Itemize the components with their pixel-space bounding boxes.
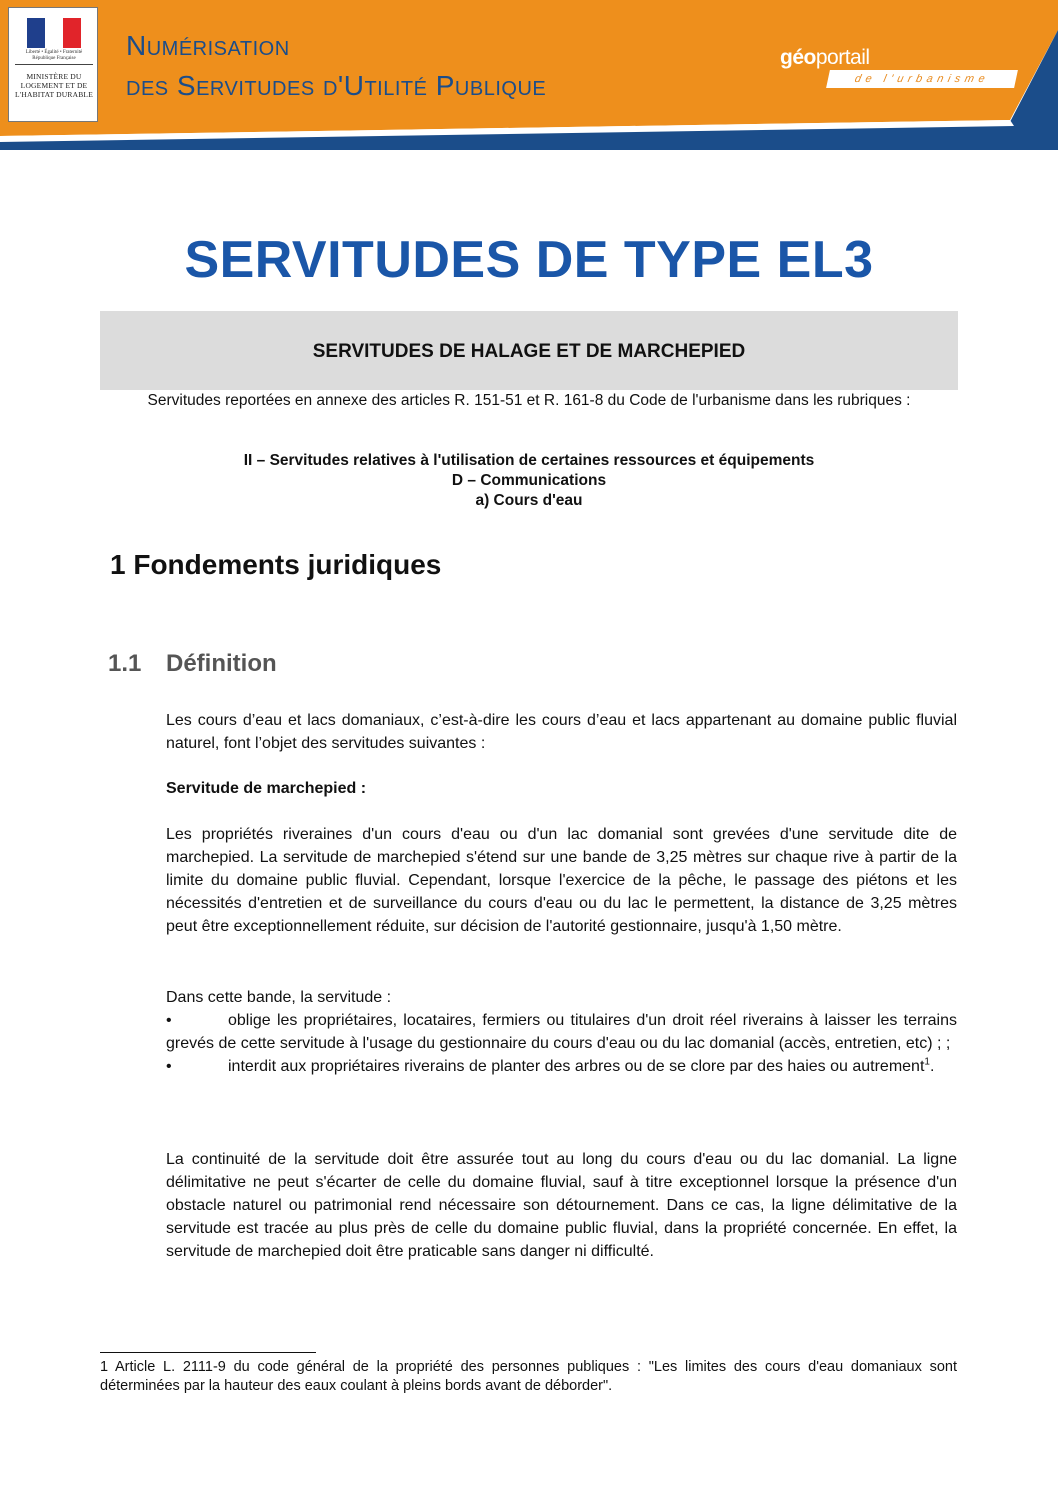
geoportail-subtitle: de l'urbanisme xyxy=(826,70,1018,88)
logo-divider xyxy=(15,64,93,65)
paragraph: Les cours d’eau et lacs domaniaux, c’est-à-dire les cours d’eau et lacs appartenant au domaine public fluvial naturel, font l’objet des servitudes suivantes : xyxy=(166,712,957,752)
list-item: • interdit aux propriétaires riverains de planter des arbres ou de se clore par des haies ou autrement$^1$. xyxy=(166,1056,935,1075)
republic-name: Liberté • Égalité • Fraternité République Française xyxy=(25,50,83,61)
subtitle-box xyxy=(100,311,958,390)
document-subtitle: SERVITUDES DE HALAGE ET DE MARCHEPIED xyxy=(312,341,746,362)
intro-text: Servitudes reportées en annexe des articles R. 151-51 et R. 161-8 du Code de l'urbanisme dans les rubriques : xyxy=(147,392,911,409)
list-intro: Dans cette bande, la servitude : xyxy=(166,989,392,1006)
ministry-name: MINISTÈRE DU LOGEMENT ET DE L'HABITAT DURABLE xyxy=(15,72,93,99)
paragraph: La continuité de la servitude doit être assurée tout au long du cours d'eau ou du lac domanial. La ligne délimitative ne peut s'écarter de celle du domaine fluvial, sauf à titre exceptionnel lorsque la présence d'un obstacle naturel ou patrimonial rend nécessaire son détournement. Dans ce cas, la ligne délimitative de la servitude est tracée au plus près de celle du domaine public fluvial, dans la propriété concernée. En effet, la servitude de marchepied doit être praticable sans danger ni difficulté. xyxy=(166,1151,957,1260)
rubrique-line: D – Communications xyxy=(451,472,607,489)
subsection-heading: 1.1 Définition xyxy=(108,650,277,677)
section-heading: 1 Fondements juridiques xyxy=(110,549,442,580)
rubrique-line: a) Cours d'eau xyxy=(475,492,583,509)
bullet-list xyxy=(166,986,957,1078)
list-item: • oblige les propriétaires, locataires, fermiers ou titulaires d'un droit réel riverains à laisser les terrains grevés de cette servitude à l'usage du gestionnaire du cours d'eau ou du lac domanial (accès, entretien, etc) ; ; xyxy=(166,1012,957,1052)
footnote: 1 Article L. 2111-9 du code général de la propriété des personnes publiques : "Les limites des cours d'eau domaniaux sont déterminées par la hauteur des eaux coulant à pleins bords avant de déborder". xyxy=(100,1359,957,1394)
document-title: SERVITUDES DE TYPE EL3 xyxy=(184,231,874,289)
rubrique-line: II – Servitudes relatives à l'utilisation de certaines ressources et équipements xyxy=(243,452,815,469)
paragraph: Les propriétés riveraines d'un cours d'eau ou d'un lac domanial sont grevées d'une servitude dite de marchepied. La servitude de marchepied s'étend sur une bande de 3,25 mètres sur chaque rive à partir de la limite du domaine public fluvial. Cependant, lorsque l'exercice de la pêche, le passage des piétons et les nécessités d'entretien et de surveillance du cours d'eau ou du lac le permettent, la distance de 3,25 mètres peut être exceptionnellement réduite, sur décision de l'autorité gestionnaire, jusqu'à 1,50 mètre. xyxy=(166,826,957,935)
ministry-logo xyxy=(8,7,98,122)
header-banner xyxy=(0,0,1058,150)
footnote-ref[interactable]: 1 xyxy=(924,1056,930,1068)
french-flag-icon xyxy=(27,18,81,48)
paragraph-heading: Servitude de marchepied : xyxy=(166,780,367,797)
header-title: Numérisation des Servitudes d'Utilité Publique xyxy=(126,30,547,101)
rubriques xyxy=(120,451,938,511)
footnote-divider xyxy=(100,1352,316,1353)
geoportail-logo: géoportail xyxy=(780,46,870,69)
